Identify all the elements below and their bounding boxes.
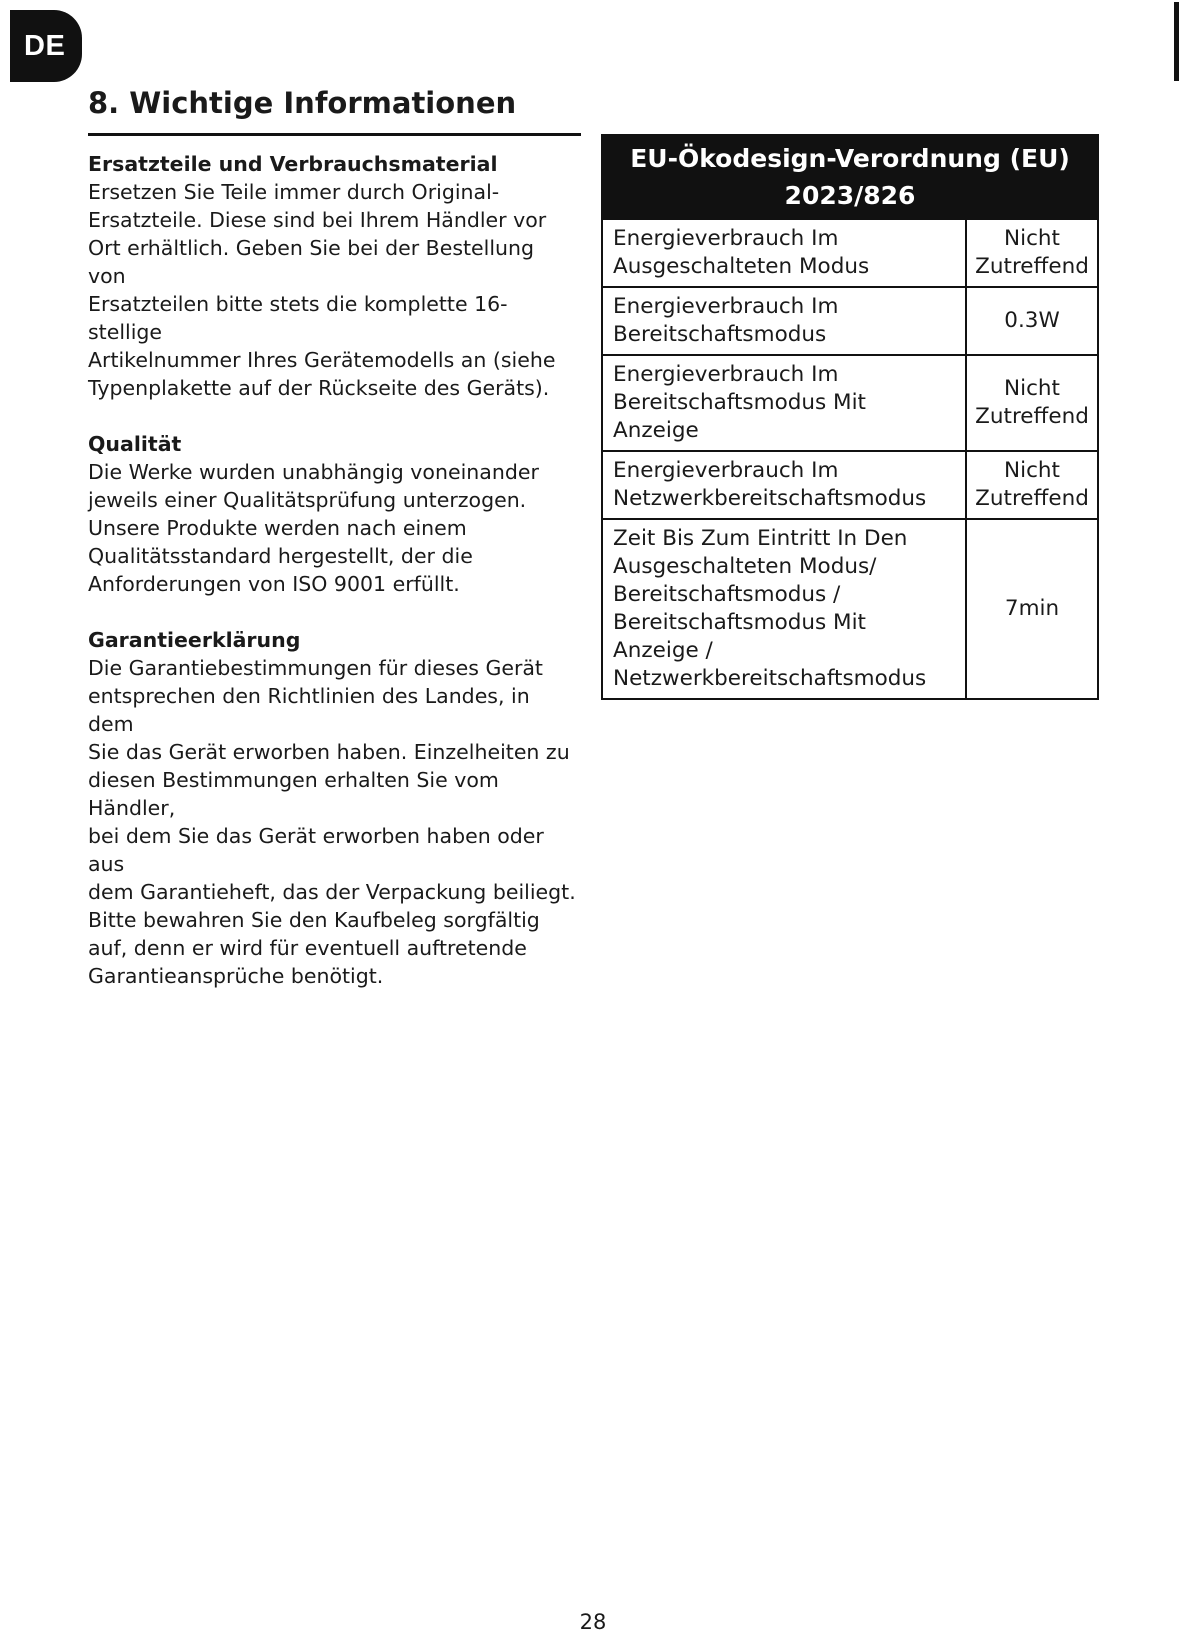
section-text: Die Garantiebestimmungen für dieses Gerät entsprechen den Richtlinien des Landes, in dem Sie das Gerät erworben haben. Einzelheiten zu diesen Bestimmungen erhalten Sie vom Händler, bei dem Sie das Gerät erworben haben oder aus dem Garantieheft, das der Verpackung beiliegt. Bitte bewahren Sie den Kaufbeleg sorgfältig auf, denn er wird für eventuell auftretende Garantieansprüche benötigt. [88,656,576,988]
row-label: Energieverbrauch Im Netzwerkbereitschaftsmodus [602,451,966,519]
table-row [602,287,1098,355]
table-header-regulation: 2023/826 [784,181,916,210]
section-warranty [88,626,578,990]
page-number: 28 [579,1610,607,1634]
row-value: 0.3W [966,287,1098,355]
section-heading: Garantieerklärung [88,628,301,652]
section-heading: Ersatzteile und Verbrauchsmaterial [88,152,498,176]
row-label: Energieverbrauch Im Bereitschaftsmodus Mit Anzeige [602,355,966,451]
page-title: 8. Wichtige Informationen [88,86,517,120]
section-text: Ersetzen Sie Teile immer durch Original- Ersatzteile. Diese sind bei Ihrem Händler vor Ort erhältlich. Geben Sie bei der Bestellung von Ersatzteilen bitte stets die komplette 16-stellige Artikelnummer Ihres Gerätemodells an (siehe Typenplakette auf der Rückseite des Geräts). [88,180,556,400]
section-heading: Qualität [88,432,182,456]
table-row [602,519,1098,699]
row-label: Energieverbrauch Im Ausgeschalteten Modus [602,219,966,287]
page-edge-marker [1174,2,1179,81]
row-value: 7min [966,519,1098,699]
information-column [88,150,578,1018]
row-label: Energieverbrauch Im Bereitschaftsmodus [602,287,966,355]
ecodesign-table [601,134,1099,700]
table-header-row [602,135,1098,219]
row-value: Nicht Zutreffend [966,355,1098,451]
row-value: Nicht Zutreffend [966,451,1098,519]
table-row [602,355,1098,451]
table-row [602,219,1098,287]
table-header-title: EU-Ökodesign-Verordnung (EU) [630,144,1070,173]
language-label: DE [24,30,66,62]
row-label: Zeit Bis Zum Eintritt In Den Ausgeschalteten Modus/ Bereitschaftsmodus / Bereitschaftsmodus Mit Anzeige / Netzwerkbereitschaftsmodus [602,519,966,699]
table-header [602,135,1098,219]
section-quality [88,430,578,598]
section-spare-parts [88,150,578,402]
title-divider [88,133,581,136]
section-text: Die Werke wurden unabhängig voneinander jeweils einer Qualitätsprüfung unterzogen. Unsere Produkte werden nach einem Qualitätsstandard hergestellt, der die Anforderungen von ISO 9001 erfüllt. [88,460,539,596]
table-row [602,451,1098,519]
language-tab [10,10,82,82]
row-value: Nicht Zutreffend [966,219,1098,287]
